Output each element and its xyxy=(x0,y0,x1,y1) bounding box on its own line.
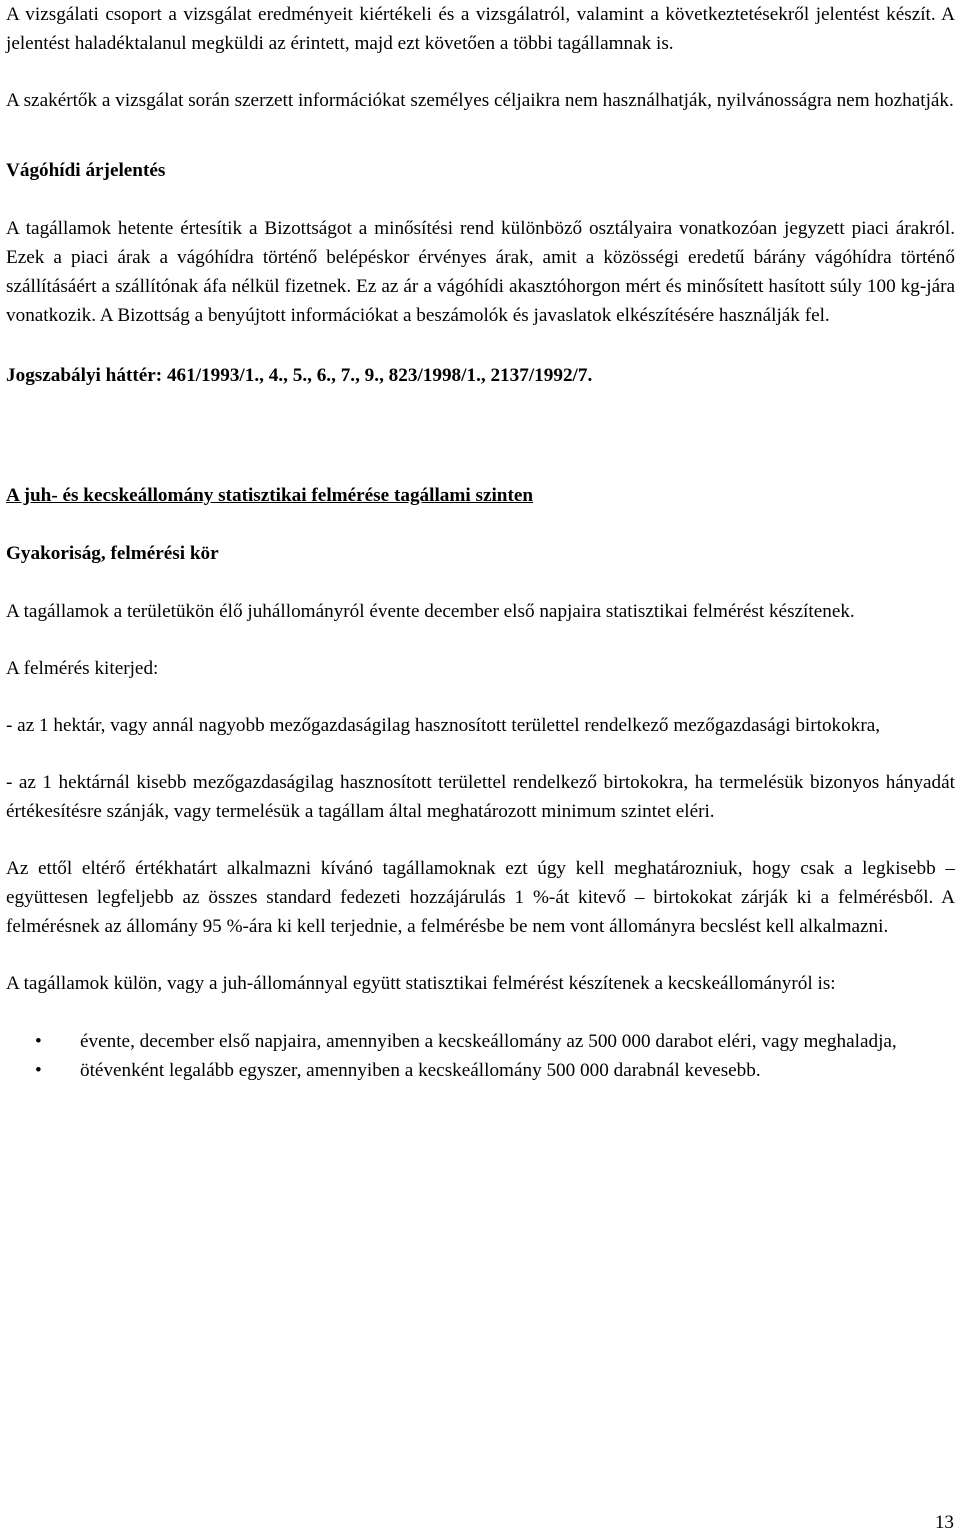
legal-background: Jogszabályi háttér: 461/1993/1., 4., 5., 6., 7., 9., 823/1998/1., 2137/1992/7. xyxy=(6,365,593,386)
paragraph-weekly-price-report: A tagállamok hetente értesítik a Bizottságot a minősítési rend különböző osztályaira vonatkozóan jegyzett piaci árakról. Ezek a piaci árak a vágóhídra történő belépéskor érvényes árak, amit a közösségi eredetű bárány vágóhídra történő szállításáért a szállítónak áfa nélkül fizetnek. Ez az ár a vágóhídi akasztóhorgon mért és minősített hasított súly 100 kg-jára vonatkozik. A Bizottság a benyújtott információkat a beszámolók és javaslatok elkészítésére használják fel. xyxy=(6,218,955,326)
heading-slaughterhouse-price-report: Vágóhídi árjelentés xyxy=(6,160,166,181)
paragraph-annual-survey: A tagállamok a területükön élő juhállományról évente december első napjaira statisztikai felmérést készítenek. xyxy=(6,601,855,622)
bullet-icon: • xyxy=(35,1060,42,1081)
list-item xyxy=(6,1056,955,1085)
page-number: 13 xyxy=(934,1512,954,1533)
bullet-icon: • xyxy=(35,1031,42,1052)
list-item xyxy=(6,1027,955,1056)
list-item-text: évente, december első napjaira, amennyiben a kecskeállomány az 500 000 darabot eléri, vagy meghaladja, xyxy=(80,1031,897,1052)
section-title-sheep-goat-survey: A juh- és kecskeállomány statisztikai felmérése tagállami szinten xyxy=(6,485,534,506)
document-page xyxy=(6,0,955,1085)
paragraph-survey-scope-intro: A felmérés kiterjed: xyxy=(6,658,159,679)
paragraph-threshold-rules: Az ettől eltérő értékhatárt alkalmazni kívánó tagállamoknak ezt úgy kell meghatározniuk, hogy csak a legkisebb – együttesen legfeljebb az összes standard fedezeti hozzájárulás 1 %-át kitevő – birtokokat zárják ki a felmérésből. A felmérésnek az állomány 95 %-ára ki kell terjednie, a felmérésbe be nem vont állományra becslést kell alkalmazni. xyxy=(6,858,955,937)
goat-survey-conditions-list xyxy=(6,1027,955,1085)
paragraph-scope-small-holdings: - az 1 hektárnál kisebb mezőgazdaságilag hasznosított területtel rendelkező birtokokra, ha termelésük bizonyos hányadát értékesítésre szánják, vagy termelésük a tagállam által meghatározott minimum szintet eléri. xyxy=(6,772,955,822)
paragraph-scope-large-holdings: - az 1 hektár, vagy annál nagyobb mezőgazdaságilag hasznosított területtel rendelkező mezőgazdasági birtokokra, xyxy=(6,715,881,736)
paragraph-experts-confidentiality: A szakértők a vizsgálat során szerzett információkat személyes céljaikra nem használhatják, nyilvánosságra nem hozhatják. xyxy=(6,90,954,111)
subheading-frequency-scope: Gyakoriság, felmérési kör xyxy=(6,543,219,564)
paragraph-inspection-report: A vizsgálati csoport a vizsgálat eredményeit kiértékeli és a vizsgálatról, valamint a következtetésekről jelentést készít. A jelentést haladéktalanul megküldi az érintett, majd ezt követően a többi tagállamnak is. xyxy=(6,4,955,54)
paragraph-goat-survey-intro: A tagállamok külön, vagy a juh-állománnyal együtt statisztikai felmérést készítenek a kecskeállományról is: xyxy=(6,973,836,994)
list-item-text: ötévenként legalább egyszer, amennyiben a kecskeállomány 500 000 darabnál kevesebb. xyxy=(80,1060,761,1081)
